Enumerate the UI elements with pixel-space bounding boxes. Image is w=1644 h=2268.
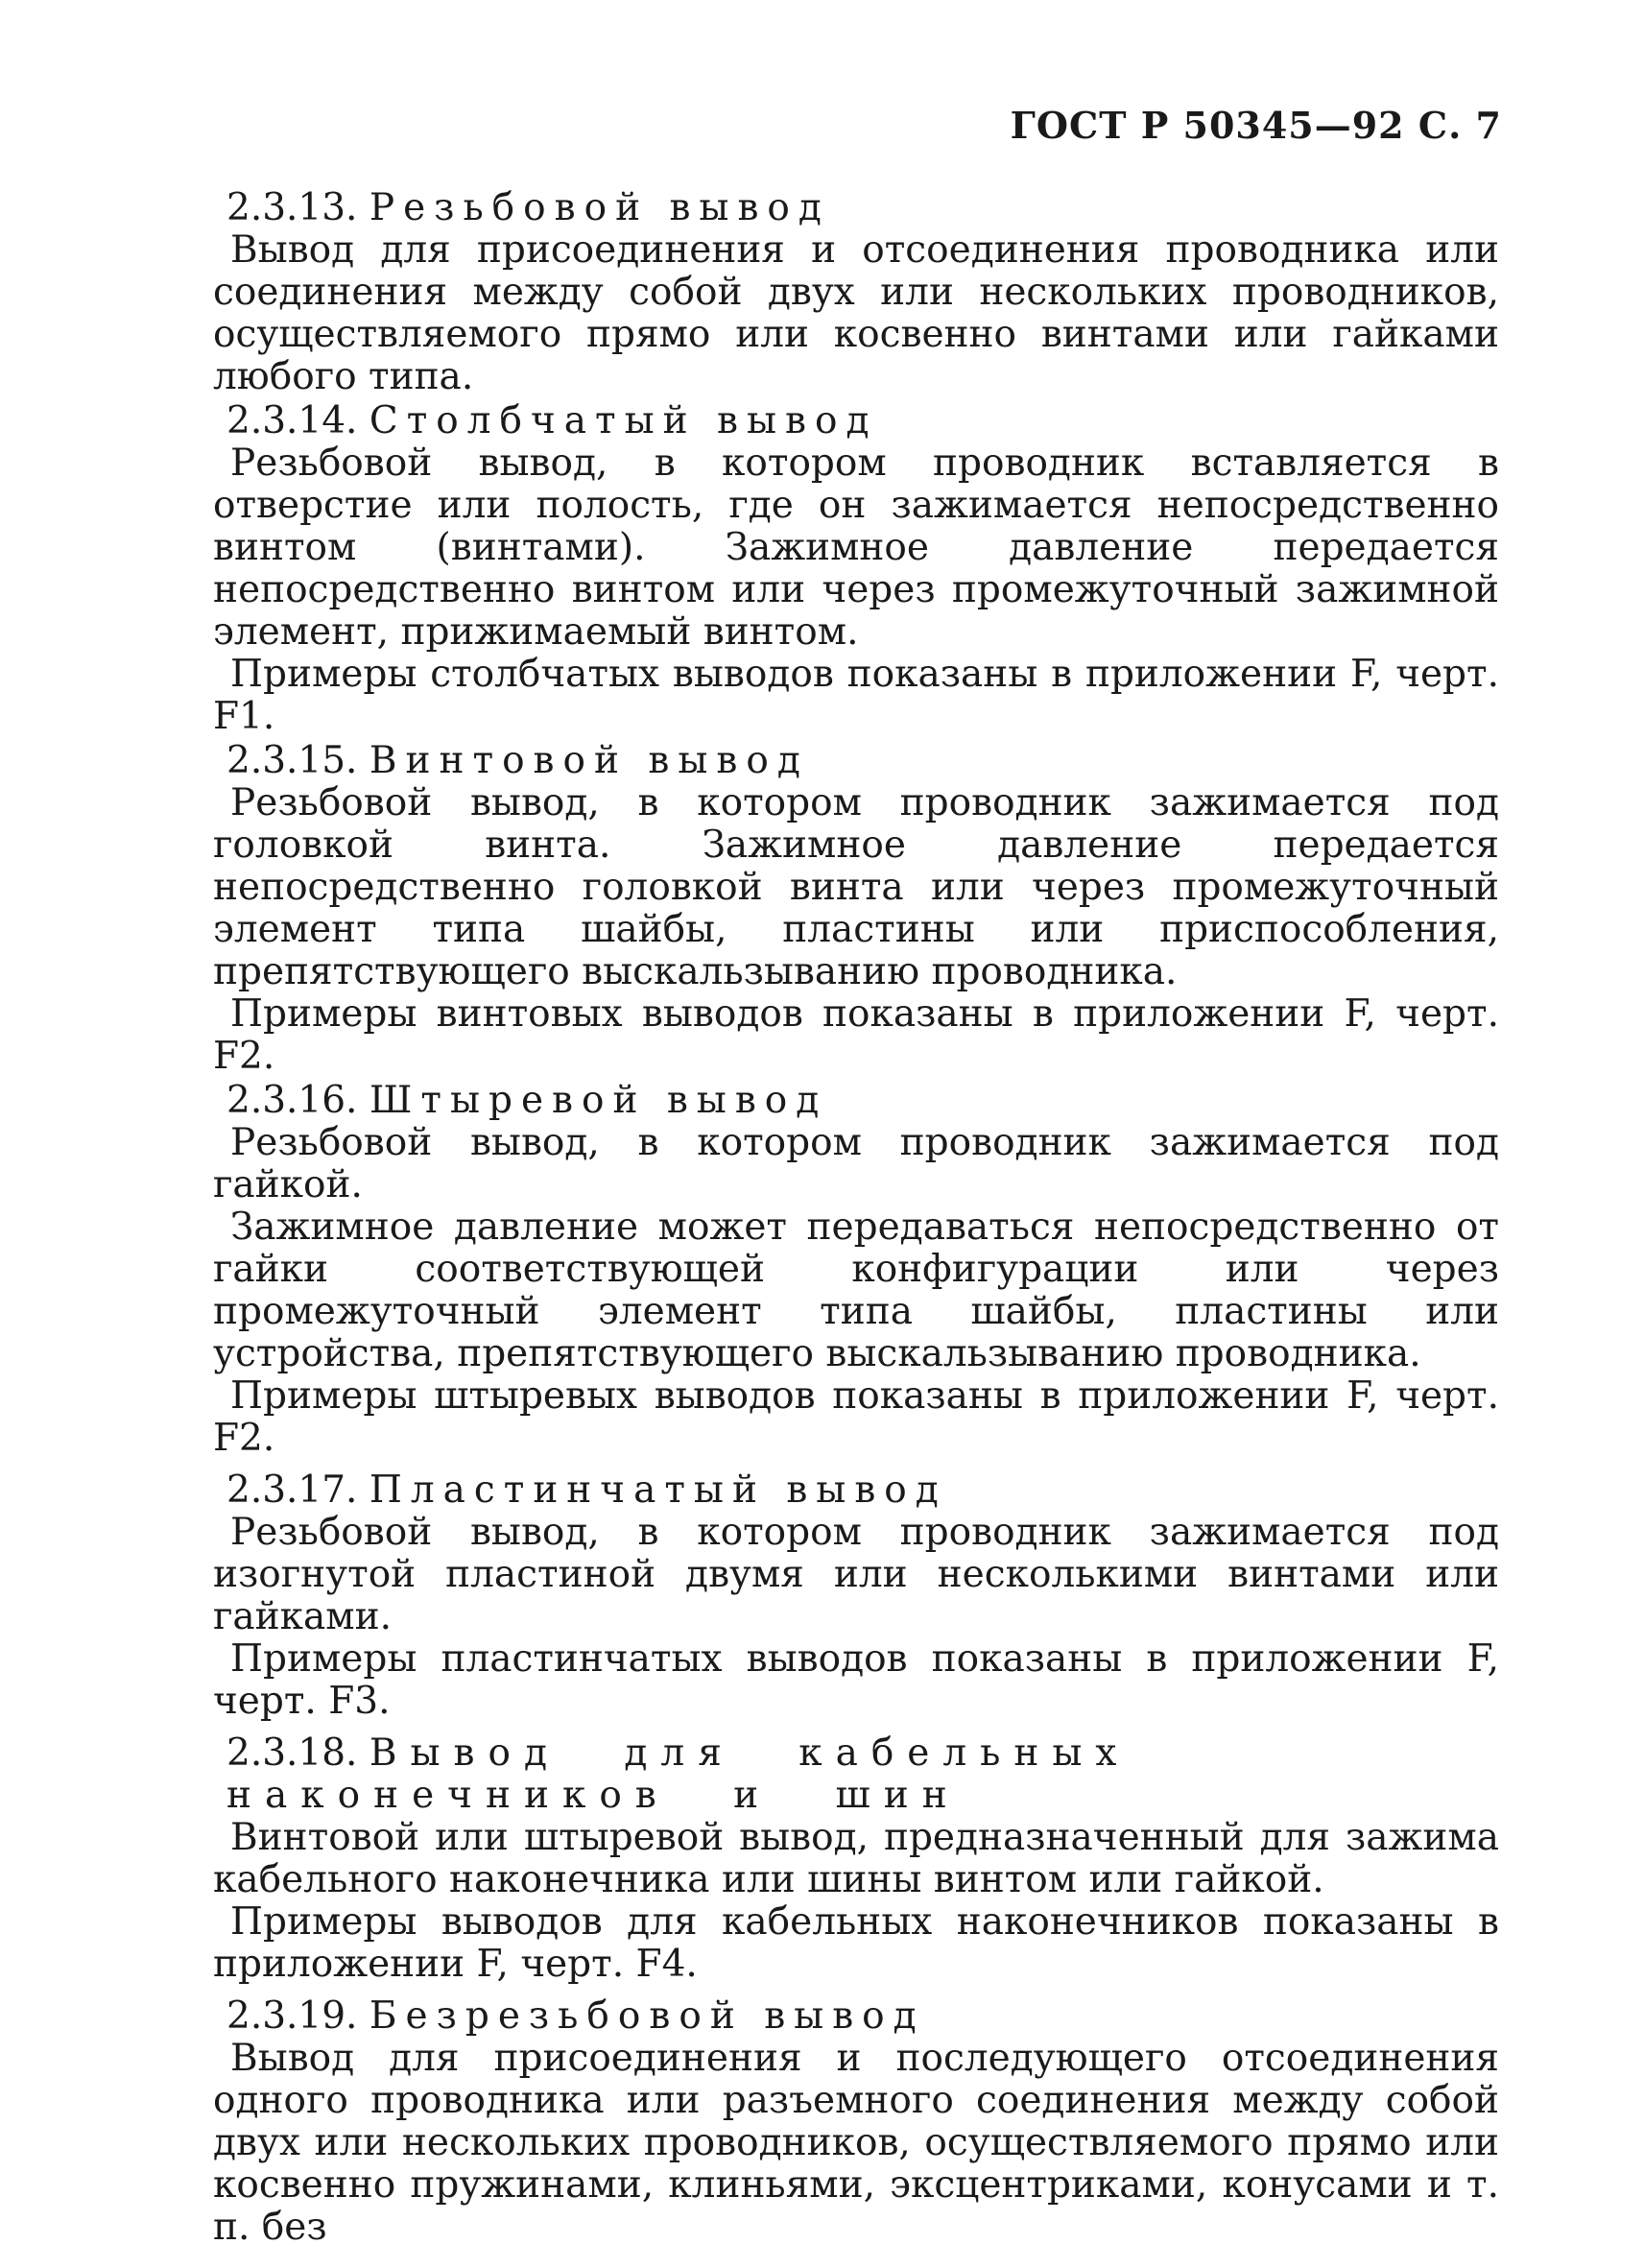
paragraph: Примеры винтовых выводов показаны в приложении F, черт. F2.	[213, 992, 1499, 1078]
paragraph: Примеры столбчатых выводов показаны в приложении F, черт. F1.	[213, 653, 1499, 738]
paragraph: Резьбовой вывод, в котором проводник вставляется в отверстие или полость, где он зажимается непосредственно винтом (винтами). Зажимное давление передается непосредственно винтом или через промежуточный зажимной элемент, прижимаемый винтом.	[213, 442, 1499, 654]
paragraph: Винтовой или штыревой вывод, предназначенный для зажима кабельного наконечника или шины винтом или гайкой.	[213, 1816, 1499, 1901]
section-title	[213, 1469, 1499, 1512]
section-name: Вывод для кабельных наконечников и шин	[226, 1731, 1131, 1817]
section-number: 2.3.17.	[226, 1468, 358, 1512]
section-title	[213, 1732, 1499, 1817]
section-number: 2.3.13.	[226, 186, 358, 229]
paragraph: Вывод для присоединения и последующего отсоединения одного проводника или разъемного соединения между собой двух или нескольких проводников, осуществляемого прямо или косвенно пружинами, клиньями, эксцентриками, конусами и т. п. без	[213, 2037, 1499, 2249]
paragraph: Примеры штыревых выводов показаны в приложении F, черт. F2.	[213, 1374, 1499, 1460]
paragraph: Резьбовой вывод, в котором проводник зажимается под изогнутой пластиной двумя или несколькими винтами или гайками.	[213, 1511, 1499, 1638]
paragraph: Примеры пластинчатых выводов показаны в приложении F, черт. F3.	[213, 1637, 1499, 1723]
paragraph: Вывод для присоединения и отсоединения проводника или соединения между собой двух или нескольких проводников, осуществляемого прямо или косвенно винтами или гайками любого типа.	[213, 228, 1499, 398]
section-number: 2.3.14.	[226, 399, 358, 442]
section-title	[213, 1995, 1499, 2038]
document-body	[213, 187, 1499, 2251]
section-name: Штыревой вывод	[369, 1079, 828, 1122]
section-2-3-13	[213, 187, 1499, 398]
section-2-3-16	[213, 1080, 1499, 1460]
section-number: 2.3.15.	[226, 739, 358, 782]
section-2-3-19	[213, 1995, 1499, 2249]
paragraph: Резьбовой вывод, в котором проводник зажимается под гайкой.	[213, 1121, 1499, 1206]
section-title	[213, 187, 1499, 229]
page-header: ГОСТ Р 50345—92 С. 7	[1010, 104, 1502, 147]
section-name: Резьбовой вывод	[369, 186, 830, 229]
section-title	[213, 1080, 1499, 1122]
section-2-3-18	[213, 1732, 1499, 1986]
paragraph: Примеры выводов для кабельных наконечников показаны в приложении F, черт. F4.	[213, 1900, 1499, 1986]
section-name: Пластинчатый вывод	[369, 1468, 947, 1512]
section-2-3-17	[213, 1469, 1499, 1723]
section-number: 2.3.19.	[226, 1994, 358, 2038]
section-2-3-14	[213, 400, 1499, 738]
section-title	[213, 740, 1499, 782]
paragraph: Зажимное давление может передаваться непосредственно от гайки соответствующей конфигурации или через промежуточный элемент типа шайбы, пластины или устройства, препятствующего выскальзыванию проводника.	[213, 1206, 1499, 1375]
section-number: 2.3.18.	[226, 1731, 358, 1775]
section-name: Безрезьбовой вывод	[369, 1994, 925, 2038]
section-2-3-15	[213, 740, 1499, 1078]
section-title	[213, 400, 1499, 442]
paragraph: Резьбовой вывод, в котором проводник зажимается под головкой винта. Зажимное давление передается непосредственно головкой винта или через промежуточный элемент типа шайбы, пластины или приспособления, препятствующего выскальзыванию проводника.	[213, 781, 1499, 993]
section-name: Винтовой вывод	[369, 739, 809, 782]
section-number: 2.3.16.	[226, 1079, 358, 1122]
section-name: Столбчатый вывод	[369, 399, 878, 442]
